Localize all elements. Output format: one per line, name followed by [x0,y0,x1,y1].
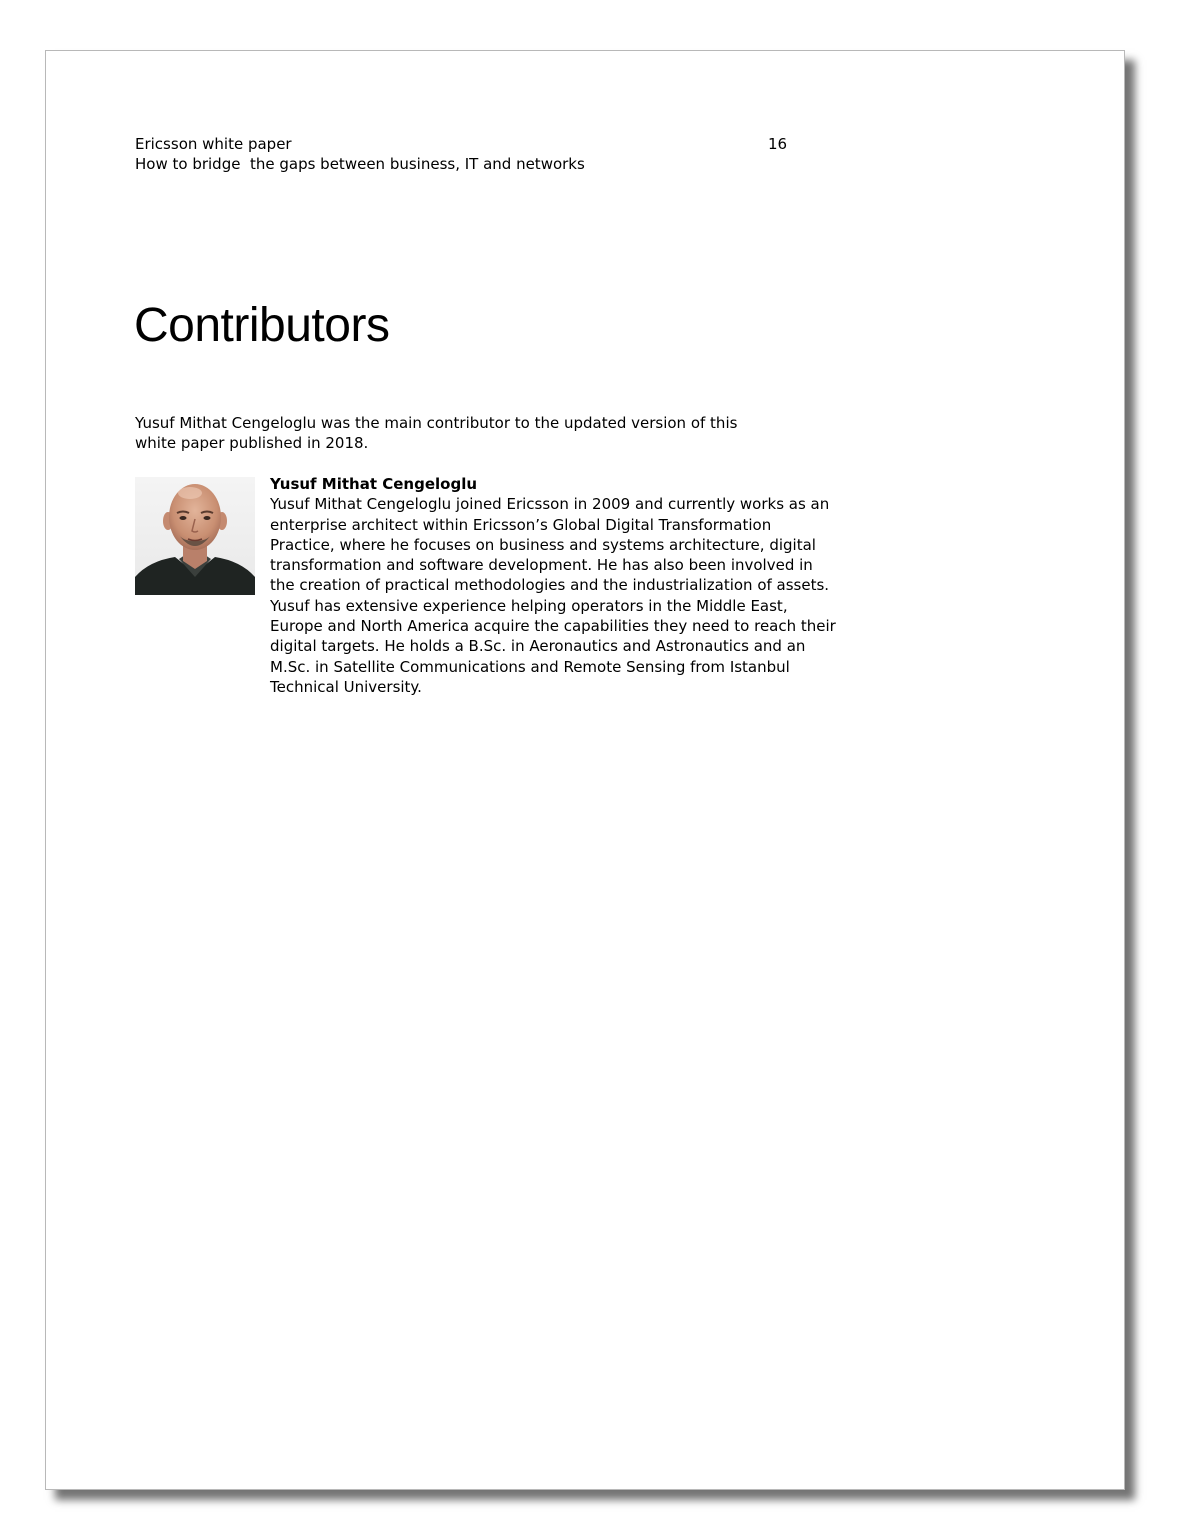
intro-paragraph: Yusuf Mithat Cengeloglu was the main contributor to the updated version of this white paper published in 2018. [135,414,738,452]
header-publication: Ericsson white paper [135,135,292,153]
running-header [135,134,795,174]
contributor-name: Yusuf Mithat Cengeloglu [270,475,478,493]
page-title: Contributors [134,299,390,352]
contributor-bio-text: Yusuf Mithat Cengeloglu joined Ericsson in 2009 and currently works as an enterprise architect within Ericsson’s Global Digital Transformation Practice, where he focuses on business and systems architecture, digital transformation and software development. He has also been involved in the creation of practical methodologies and the industrialization of assets. Yusuf has extensive experience helping operators in the Middle East, Europe and North America acquire the capabilities they need to reach their digital targets. He holds a B.Sc. in Aeronautics and Astronautics and an M.Sc. in Satellite Communications and Remote Sensing from Istanbul Technical University. [270,495,836,696]
page-number: 16 [768,135,788,153]
document-page [45,50,1125,1490]
contributor-bio [270,474,840,697]
portrait-photo-icon [135,477,255,595]
header-document-title: How to bridge the gaps between business, IT and networks [135,155,585,173]
contributor-photo [135,477,255,595]
